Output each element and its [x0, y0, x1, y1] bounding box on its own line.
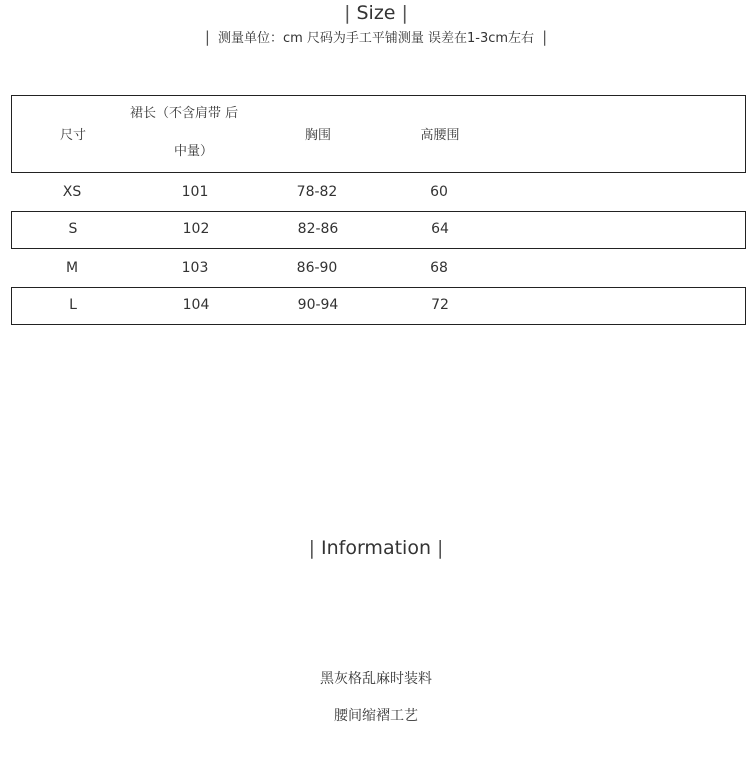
- header-waist: 高腰围: [420, 127, 460, 143]
- cell-size: M: [65, 260, 79, 276]
- measurement-note: [0, 27, 752, 46]
- header-size: 尺寸: [59, 127, 86, 143]
- header-bust: 胸围: [304, 127, 331, 143]
- cell-waist: 64: [431, 221, 449, 237]
- information-section-title: [0, 537, 752, 559]
- cell-bust: 90-94: [297, 297, 339, 313]
- table-row: [11, 173, 746, 211]
- cell-waist: 60: [430, 184, 448, 200]
- table-row: [11, 287, 746, 325]
- info-craft-line: 腰间缩褶工艺: [334, 708, 418, 724]
- cell-length: 102: [182, 221, 210, 237]
- cell-waist: 68: [430, 260, 448, 276]
- cell-bust: 86-90: [296, 260, 338, 276]
- header-length: [130, 95, 260, 171]
- size-section-title: [0, 2, 752, 24]
- cell-length: 103: [181, 260, 209, 276]
- table-row: [11, 211, 746, 249]
- size-title-text: Size: [356, 2, 396, 24]
- note-divider-left: |: [204, 28, 210, 46]
- cell-waist: 72: [431, 297, 449, 313]
- header-length-line1: 裙长（不含肩带 后: [130, 106, 239, 121]
- cell-size: L: [69, 297, 77, 313]
- cell-size: S: [68, 221, 78, 237]
- info-divider-right: |: [436, 537, 444, 559]
- title-divider-right: |: [401, 2, 408, 24]
- title-divider-left: |: [344, 2, 351, 24]
- cell-bust: 82-86: [297, 221, 339, 237]
- info-divider-left: |: [308, 537, 315, 559]
- cell-length: 101: [181, 184, 209, 200]
- measurement-note-text: 测量单位：cm 尺码为手工平铺测量 误差在1-3cm左右: [217, 31, 535, 46]
- cell-bust: 78-82: [296, 184, 338, 200]
- cell-size: XS: [62, 184, 82, 200]
- cell-length: 104: [182, 297, 210, 313]
- information-title-text: Information: [321, 537, 431, 559]
- table-row: [11, 249, 746, 287]
- table-header-row: [11, 95, 746, 173]
- note-divider-right: |: [542, 28, 548, 46]
- info-fabric-line: 黑灰格乱麻时装料: [320, 671, 432, 687]
- header-length-line2: 中量）: [174, 144, 214, 159]
- size-table: [11, 95, 746, 325]
